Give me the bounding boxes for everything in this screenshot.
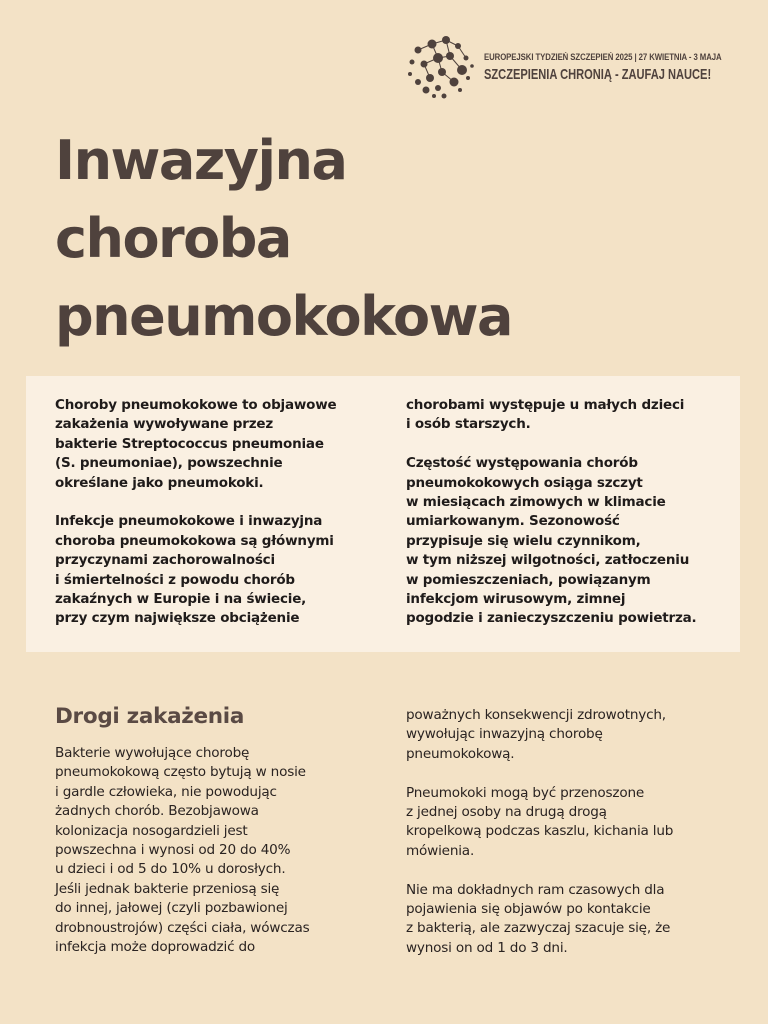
text-line: u dzieci i od 5 do 10% u dorosłych. [55,861,286,878]
text-line: infekcjom wirusowym, zimnej [406,591,626,608]
text-line: przypisuje się wielu czynnikom, [406,532,641,549]
title-line: Inwazyjna [55,129,347,192]
text-line: zakaźnych w Europie i na świecie, [55,591,307,608]
text-line: wynosi on od 1 do 3 dni. [406,939,568,956]
text-line: Jeśli jednak bakterie przeniosą się [55,880,280,897]
text-line: w pomieszczeniach, powiązanym [406,571,651,588]
text-line: Nie ma dokładnych ram czasowych dla [406,881,665,898]
paragraph-gap [55,493,336,512]
text-line: zakażenia wywoływane przez [55,416,273,433]
text-line: powszechna i wynosi od 20 do 40% [55,842,291,859]
text-line: i śmiertelności z powodu chorób [55,571,295,588]
text-line: z jednej osoby na drugą drogą [406,804,607,821]
text-line: określane jako pneumokoki. [55,474,264,491]
text-line: kolonizacja nosogardzieli jest [55,822,248,839]
title-line: choroba [55,207,291,270]
text-line: kropelkową podczas kaszlu, kichania lub [406,823,674,840]
text-line: i osób starszych. [406,416,531,433]
text-line: bakterie Streptococcus pneumoniae [55,435,324,452]
campaign-dates: EUROPEJSKI TYDZIEŃ SZCZEPIEŃ 2025 | 27 KWIETNIA - 3 MAJA [484,52,722,63]
paragraph-gap [406,861,673,880]
text-line: wywołując inwazyjną chorobę [406,726,603,743]
campaign-header [404,32,734,102]
section-heading: Drogi zakażenia [55,704,245,729]
text-line: infekcja może doprowadzić do [55,939,256,956]
text-line: do innej, jałowej (czyli pozbawionej [55,900,288,917]
text-line: pojawienia się objawów po kontakcie [406,901,651,918]
text-line: (S. pneumoniae), powszechnie [55,455,283,472]
text-line: choroba pneumokokowa są głównymi [55,532,334,549]
text-line: Częstość występowania chorób [406,455,638,472]
text-line: przyczynami zachorowalności [55,552,275,569]
text-line: pneumokokową często bytują w nosie [55,764,306,781]
text-line: w tym niższej wilgotności, zatłoczeniu [406,552,690,569]
title-line: pneumokokowa [55,285,512,348]
text-line: pneumokokowych osiąga szczyt [406,474,643,491]
dots-globe-icon [404,32,476,102]
intro-right-column [406,396,697,629]
page-title [55,122,512,356]
campaign-slogan: SZCZEPIENIA CHRONIĄ - ZAUFAJ NAUCE! [484,66,712,83]
text-line: i gardle człowieka, nie powodując [55,783,277,800]
text-line: przy czym największe obciążenie [55,610,300,627]
text-line: pogodzie i zanieczyszczeniu powietrza. [406,610,697,627]
paragraph-gap [406,435,697,454]
paragraph-gap [406,764,673,783]
text-line: mówienia. [406,842,475,859]
text-line: w miesiącach zimowych w klimacie [406,494,666,511]
text-line: chorobami występuje u małych dzieci [406,397,685,413]
text-line: Choroby pneumokokowe to objawowe [55,397,337,413]
transmission-left-column [55,744,310,957]
text-line: umiarkowanym. Sezonowość [406,513,620,530]
text-line: Infekcje pneumokokowe i inwazyjna [55,513,323,530]
text-line: Pneumokoki mogą być przenoszone [406,784,645,801]
text-line: pneumokokową. [406,745,515,762]
text-line: drobnoustrojów) części ciała, wówczas [55,919,310,936]
text-line: żadnych chorób. Bezobjawowa [55,803,259,820]
transmission-right-column [406,706,673,958]
text-line: poważnych konsekwencji zdrowotnych, [406,707,666,723]
text-line: Bakterie wywołujące chorobę [55,745,250,761]
intro-left-column [55,396,336,629]
text-line: z bakterią, ale zazwyczaj szacuje się, że [406,920,671,937]
